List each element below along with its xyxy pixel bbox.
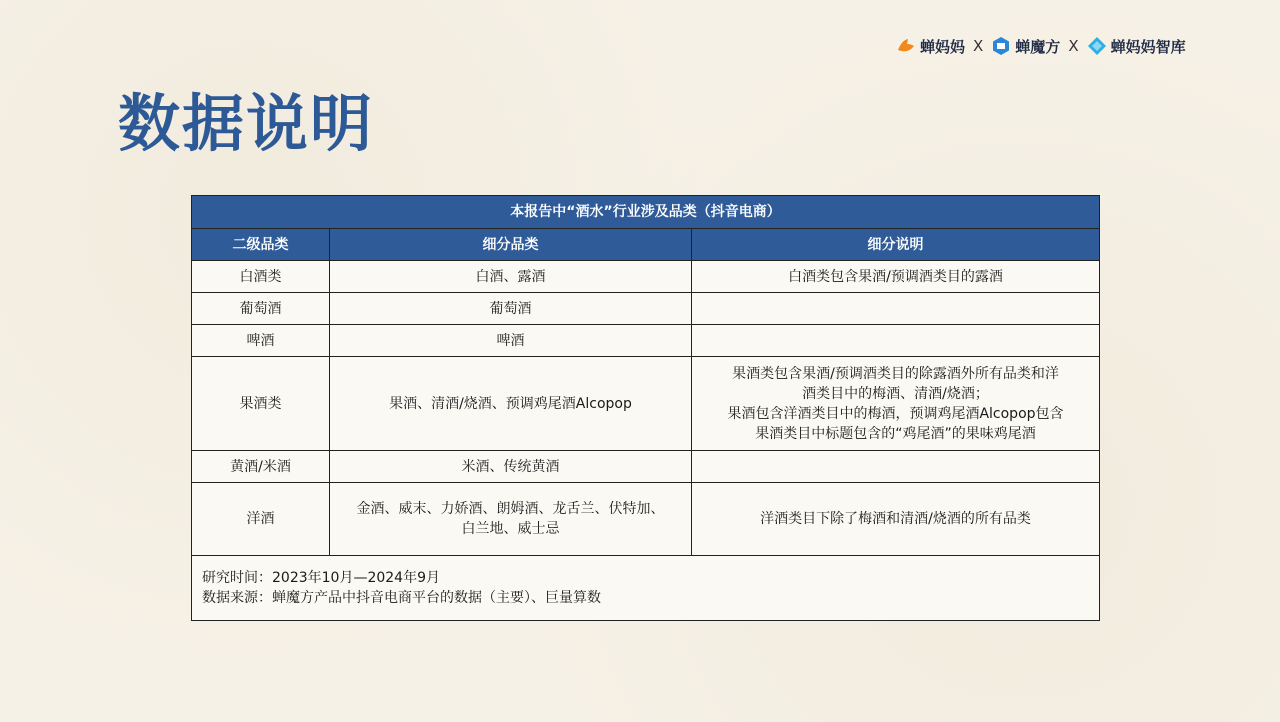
header-category: 二级品类: [192, 229, 330, 261]
table-notes-row: [192, 556, 1100, 621]
cell-line: 果酒类包含果酒/预调酒类目的除露酒外所有品类和洋: [732, 365, 1059, 382]
table-caption-row: [192, 196, 1100, 229]
cell-description: [692, 293, 1100, 325]
table-notes: [192, 556, 1100, 621]
cell-subcategory: [330, 451, 692, 483]
cell-subcategory: [330, 261, 692, 293]
cell-line: 白兰地、威士忌: [461, 521, 560, 537]
cell-category: 啤酒: [192, 325, 330, 357]
cell-category: 果酒类: [192, 357, 330, 451]
brand-separator: X: [973, 37, 984, 55]
cell-subcategory: [330, 293, 692, 325]
brand-chanmama-zhiku-label: 蝉妈妈智库: [1110, 37, 1186, 56]
cell-description: [692, 325, 1100, 357]
table-row: [192, 357, 1100, 451]
table-row: [192, 451, 1100, 483]
table-header-row: [192, 229, 1100, 261]
table-row: [192, 325, 1100, 357]
cell-category: 白酒类: [192, 261, 330, 293]
cell-description: [692, 261, 1100, 293]
page-title: 数据说明: [118, 87, 375, 160]
cell-category: 洋酒: [192, 483, 330, 556]
header-description: 细分说明: [692, 229, 1100, 261]
cell-line: 白酒、露酒: [475, 268, 546, 285]
table-row: [192, 293, 1100, 325]
cell-line: 酒类目中的梅酒、清酒/烧酒；: [802, 385, 989, 402]
cell-description: [692, 357, 1100, 451]
chanmama-logo-icon: [896, 36, 916, 56]
cell-description: [692, 451, 1100, 483]
cell-line: 果酒包含洋酒类目中的梅酒，预调鸡尾酒Alcopop包含: [727, 405, 1064, 422]
brand-chanmofang-label: 蝉魔方: [1015, 37, 1061, 56]
brand-chanmama-label: 蝉妈妈: [920, 37, 966, 56]
header-subcategory: 细分品类: [330, 229, 692, 261]
brand-chanmama: [896, 36, 965, 57]
table-row: [192, 261, 1100, 293]
brand-chanmama-zhiku: [1087, 36, 1186, 57]
brand-bar: [896, 32, 1206, 60]
cell-line: 米酒、传统黄酒: [461, 458, 560, 475]
data-table-container: [191, 195, 1099, 621]
cell-line: 果酒类目中标题包含的“鸡尾酒”的果味鸡尾酒: [755, 425, 1036, 442]
cell-category: 葡萄酒: [192, 293, 330, 325]
cell-line: 果酒、清酒/烧酒、预调鸡尾酒Alcopop: [389, 395, 632, 412]
cell-subcategory: [330, 357, 692, 451]
cell-line: 金酒、威末、力娇酒、朗姆酒、龙舌兰、伏特加、: [356, 501, 665, 517]
chanmofang-logo-icon: [991, 36, 1011, 56]
cell-line: 啤酒: [496, 332, 525, 349]
note-research-period: 研究时间：2023年10月—2024年9月: [202, 570, 440, 586]
cell-subcategory: [330, 325, 692, 357]
cell-category: 黄酒/米酒: [192, 451, 330, 483]
zhiku-logo-icon: [1087, 36, 1107, 56]
cell-description: [692, 483, 1100, 556]
cell-line: 白酒类包含果酒/预调酒类目的露酒: [788, 268, 1003, 285]
brand-separator: X: [1068, 37, 1079, 55]
table-caption: 本报告中“酒水”行业涉及品类（抖音电商）: [192, 196, 1100, 229]
category-table: [191, 195, 1100, 621]
note-data-source: 数据来源：蝉魔方产品中抖音电商平台的数据（主要）、巨量算数: [202, 590, 601, 606]
cell-subcategory: [330, 483, 692, 556]
brand-chanmofang: [991, 36, 1060, 57]
table-row: [192, 483, 1100, 556]
cell-line: 洋酒类目下除了梅酒和清酒/烧酒的所有品类: [760, 511, 1031, 527]
cell-line: 葡萄酒: [489, 300, 532, 317]
